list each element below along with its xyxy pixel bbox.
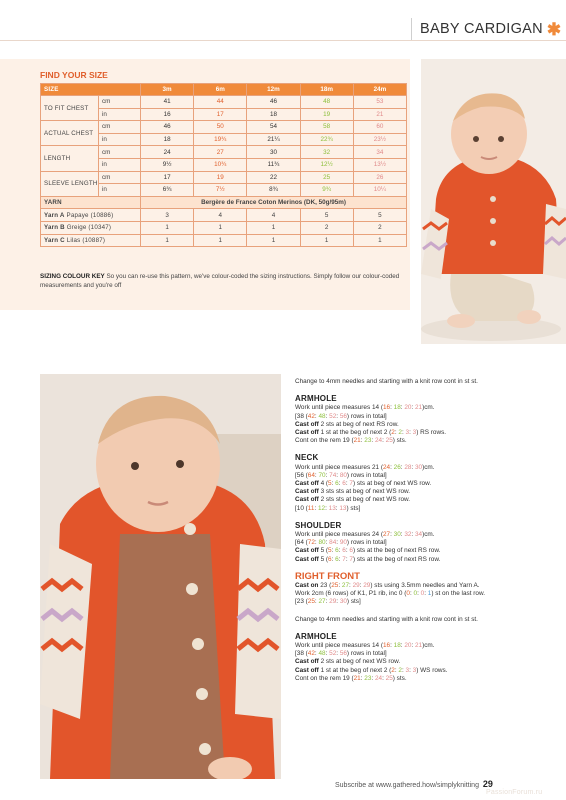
unit-label: cm bbox=[99, 171, 141, 184]
instruction-line: Cast off 2 sts at beg of next WS row. bbox=[295, 658, 401, 666]
cell: 60 bbox=[353, 121, 406, 134]
cell: 27 bbox=[194, 146, 247, 159]
cell: 21 bbox=[353, 108, 406, 121]
instruction-line: Cast off 5 (6: 6: 7: 7) sts at the beg of next RS row. bbox=[295, 555, 441, 563]
yarn-label: YARN bbox=[41, 196, 141, 209]
cell: 22¾ bbox=[300, 133, 353, 146]
cell: 1 bbox=[300, 234, 353, 247]
unit-label: in bbox=[99, 184, 141, 197]
cell: 32 bbox=[300, 146, 353, 159]
cell: 41 bbox=[141, 96, 194, 109]
instruction-line: Cast off 5 (5: 6: 6: 6) sts at the beg of next RS row. bbox=[295, 547, 441, 555]
instruction-line: Cast off 2 sts at beg of next RS row. bbox=[295, 420, 399, 428]
yarn-name: Bergère de France Coton Merinos (DK, 50g/95m) bbox=[141, 196, 407, 209]
unit-label: in bbox=[99, 108, 141, 121]
instruction-line: Work until piece measures 14 (16: 18: 20: 21)cm. bbox=[295, 642, 435, 650]
pattern-intro-2: Change to 4mm needles and starting with a knit row cont in st st. bbox=[295, 615, 478, 623]
cell: 5 bbox=[353, 209, 406, 222]
cell: 12½ bbox=[300, 158, 353, 171]
yarn-row bbox=[41, 209, 407, 222]
table-row bbox=[41, 171, 407, 184]
cell: 2 bbox=[353, 221, 406, 234]
cell: 1 bbox=[141, 234, 194, 247]
page-header bbox=[0, 0, 566, 42]
section-heading-shoulder: SHOULDER bbox=[295, 520, 342, 530]
cell: 5 bbox=[300, 209, 353, 222]
baby-photo-closeup bbox=[40, 374, 281, 779]
cell: 58 bbox=[300, 121, 353, 134]
cell: 7½ bbox=[194, 184, 247, 197]
instruction-line: [38 (42: 48: 52: 56) rows in total] bbox=[295, 650, 387, 658]
row-label: LENGTH bbox=[41, 146, 99, 171]
row-label: TO FIT CHEST bbox=[41, 96, 99, 121]
size-col: 24m bbox=[353, 84, 406, 96]
section-heading-armhole: ARMHOLE bbox=[295, 394, 337, 404]
pattern-instructions bbox=[295, 378, 557, 683]
cell: 46 bbox=[247, 96, 300, 109]
size-table bbox=[40, 83, 407, 247]
cell: 19 bbox=[194, 171, 247, 184]
instruction-line: [23 (25: 27: 29: 30) sts] bbox=[295, 598, 361, 606]
instruction-line: Cast off 1 st at the beg of next 2 (2: 2: 3: 3) RS rows. bbox=[295, 429, 447, 437]
cell: 50 bbox=[194, 121, 247, 134]
size-col: 12m bbox=[247, 84, 300, 96]
cell: 24 bbox=[141, 146, 194, 159]
baby-photo-seated bbox=[421, 59, 566, 344]
cell: 6¾ bbox=[141, 184, 194, 197]
instruction-line: Cast on 23 (25: 27: 29: 29) sts using 3.5mm needles and Yarn A. bbox=[295, 582, 480, 590]
cell: 3 bbox=[141, 209, 194, 222]
size-col: 18m bbox=[300, 84, 353, 96]
page-number: 29 bbox=[482, 779, 493, 789]
cell: 1 bbox=[141, 221, 194, 234]
cell: 11¾ bbox=[247, 158, 300, 171]
table-row bbox=[41, 146, 407, 159]
instruction-line: Cast off 2 sts sts at beg of next WS row. bbox=[295, 496, 411, 504]
row-label: ACTUAL CHEST bbox=[41, 121, 99, 146]
yarn-header-row bbox=[41, 196, 407, 209]
section-heading-right-front: RIGHT FRONT bbox=[295, 570, 360, 582]
cell: 4 bbox=[194, 209, 247, 222]
cell: 1 bbox=[353, 234, 406, 247]
cell: 19¾ bbox=[194, 133, 247, 146]
cell: 26 bbox=[353, 171, 406, 184]
cell: 21¼ bbox=[247, 133, 300, 146]
cell: 23½ bbox=[353, 133, 406, 146]
yarn-cell bbox=[41, 209, 141, 222]
yarn-shade: Lilas (10887) bbox=[66, 236, 106, 244]
cell: 18 bbox=[247, 108, 300, 121]
yarn-id: Yarn C bbox=[44, 236, 65, 244]
size-title: FIND YOUR SIZE bbox=[40, 70, 108, 80]
section-heading-neck: NECK bbox=[295, 453, 319, 463]
cell: 22 bbox=[247, 171, 300, 184]
instruction-line: [10 (11: 12: 13: 13) sts] bbox=[295, 504, 361, 512]
cell: 53 bbox=[353, 96, 406, 109]
size-col: 3m bbox=[141, 84, 194, 96]
unit-label: in bbox=[99, 133, 141, 146]
cell: 1 bbox=[194, 234, 247, 247]
cell: 17 bbox=[141, 171, 194, 184]
cell: 1 bbox=[247, 221, 300, 234]
instruction-line: [56 (64: 70: 74: 80) rows in total] bbox=[295, 471, 387, 479]
watermark: PassionForum.ru bbox=[486, 789, 543, 796]
yarn-shade: Papaye (10886) bbox=[66, 211, 114, 219]
cell: 8¾ bbox=[247, 184, 300, 197]
cell: 1 bbox=[247, 234, 300, 247]
unit-label: cm bbox=[99, 146, 141, 159]
instruction-line: Work 2cm (6 rows) of K1, P1 rib, inc 0 (0: 0: 0: 1) st on the last row. bbox=[295, 590, 485, 598]
yarn-id: Yarn A bbox=[44, 211, 65, 219]
yarn-cell bbox=[41, 221, 141, 234]
cell: 10¼ bbox=[353, 184, 406, 197]
cell: 46 bbox=[141, 121, 194, 134]
cell: 19 bbox=[300, 108, 353, 121]
cell: 18 bbox=[141, 133, 194, 146]
cell: 30 bbox=[247, 146, 300, 159]
section-title: BABY CARDIGAN bbox=[420, 21, 543, 37]
yarn-id: Yarn B bbox=[44, 224, 65, 232]
cell: 48 bbox=[300, 96, 353, 109]
unit-label: cm bbox=[99, 96, 141, 109]
cell: 16 bbox=[141, 108, 194, 121]
instruction-line: Work until piece measures 24 (27: 30: 32: 34)cm. bbox=[295, 531, 435, 539]
header-tab bbox=[411, 18, 566, 40]
cell: 2 bbox=[300, 221, 353, 234]
yarn-shade: Greige (10347) bbox=[66, 224, 112, 232]
cell: 10¾ bbox=[194, 158, 247, 171]
baby-seated-illustration bbox=[421, 59, 566, 344]
yarn-cell bbox=[41, 234, 141, 247]
size-col: 6m bbox=[194, 84, 247, 96]
pattern-intro: Change to 4mm needles and starting with a knit row cont in st st. bbox=[295, 378, 478, 385]
cell: 1 bbox=[194, 221, 247, 234]
instruction-line: Cast off 3 sts sts at beg of next WS row. bbox=[295, 488, 411, 496]
table-row bbox=[41, 96, 407, 109]
baby-closeup-illustration bbox=[40, 374, 281, 779]
star-icon: ✱ bbox=[546, 19, 562, 39]
subscribe-link[interactable]: Subscribe at www.gathered.how/simplyknitting bbox=[335, 782, 479, 789]
yarn-row bbox=[41, 234, 407, 247]
cell: 13½ bbox=[353, 158, 406, 171]
section-heading-armhole-2: ARMHOLE bbox=[295, 631, 337, 641]
instruction-line: Cast off 1 st at the beg of next 2 (2: 2: 3: 3) WS rows. bbox=[295, 666, 448, 674]
row-label: SLEEVE LENGTH bbox=[41, 171, 99, 196]
instruction-line: Work until piece measures 14 (16: 18: 20: 21)cm. bbox=[295, 404, 435, 412]
sizing-colour-key bbox=[40, 272, 400, 290]
cell: 17 bbox=[194, 108, 247, 121]
key-text: So you can re-use this pattern, we've colour-coded the sizing instructions. Simply follow our colour-coded measurements and you're off bbox=[40, 273, 400, 289]
instruction-line: [38 (42: 48: 52: 56) rows in total] bbox=[295, 412, 387, 420]
cell: 25 bbox=[300, 171, 353, 184]
page-footer bbox=[335, 779, 493, 789]
instruction-line: Work until piece measures 21 (24: 26: 28: 30)cm. bbox=[295, 463, 435, 471]
instruction-line: Cast off 4 (5: 6: 6: 7) sts at beg of next WS row. bbox=[295, 480, 432, 488]
cell: 54 bbox=[247, 121, 300, 134]
yarn-row bbox=[41, 221, 407, 234]
instruction-line: [64 (72: 80: 84: 90) rows in total] bbox=[295, 539, 387, 547]
cell: 9¾ bbox=[300, 184, 353, 197]
instruction-line: Cont on the rem 19 (21: 23: 24: 25) sts. bbox=[295, 674, 407, 682]
cell: 9½ bbox=[141, 158, 194, 171]
header-rule bbox=[0, 40, 566, 41]
key-title: SIZING COLOUR KEY bbox=[40, 273, 105, 280]
table-row bbox=[41, 121, 407, 134]
cell: 4 bbox=[247, 209, 300, 222]
unit-label: cm bbox=[99, 121, 141, 134]
unit-label: in bbox=[99, 158, 141, 171]
instruction-line: Cont on the rem 19 (21: 23: 24: 25) sts. bbox=[295, 437, 407, 445]
size-header-row bbox=[41, 84, 407, 96]
size-header-label: SIZE bbox=[41, 84, 141, 96]
cell: 34 bbox=[353, 146, 406, 159]
cell: 44 bbox=[194, 96, 247, 109]
